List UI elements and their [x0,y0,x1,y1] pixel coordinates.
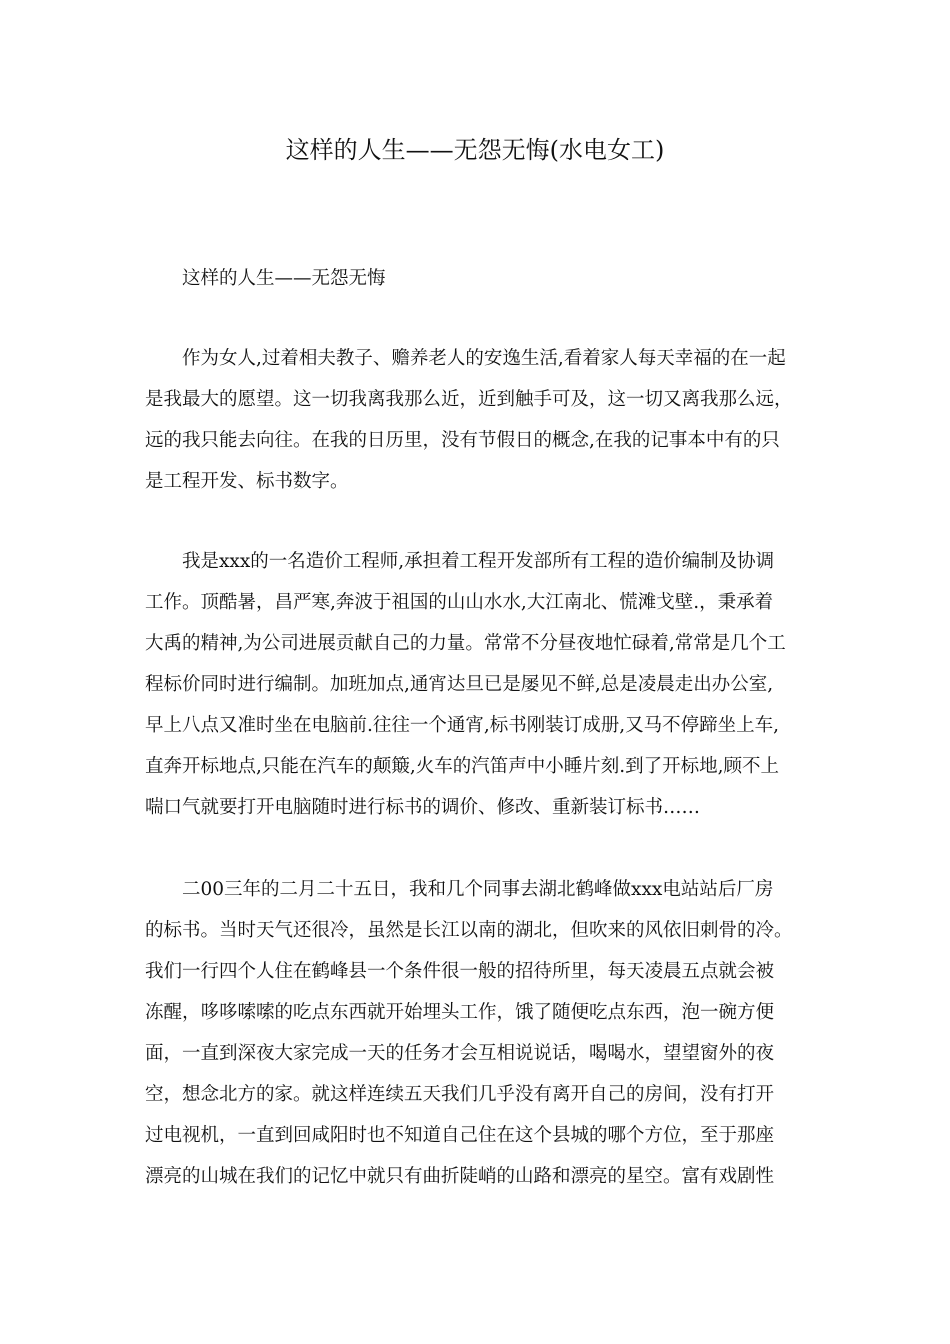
paragraph-line: 工作。顶酷暑，昌严寒,奔波于祖国的山山水水,大江南北、慌滩戈壁.，秉承着 [145,592,774,613]
paragraph-line: 程标价同时进行编制。加班加点,通宵达旦已是屡见不鲜,总是凌晨走出办公室, [145,674,774,695]
paragraph-line: 漂亮的山城在我们的记忆中就只有曲折陡峭的山路和漂亮的星空。富有戏剧性 [145,1166,775,1187]
paragraph-line: 冻醒，哆哆嗦嗦的吃点东西就开始埋头工作，饿了随便吃点东西，泡一碗方便 [145,1002,775,1023]
subtitle-line: 这样的人生——无怨无悔 [182,268,386,289]
paragraph-line: 喘口气就要打开电脑随时进行标书的调价、修改、重新装订标书…… [145,797,701,818]
paragraph-line: 直奔开标地点,只能在汽车的颠簸,火车的汽笛声中小睡片刻.到了开标地,顾不上 [145,756,780,777]
paragraph-line: 大禹的精神,为公司进展贡献自己的力量。常常不分昼夜地忙碌着,常常是几个工 [145,633,786,654]
paragraph-line: 过电视机，一直到回咸阳时也不知道自己住在这个县城的哪个方位，至于那座 [145,1125,775,1146]
paragraph-line: 二00三年的二月二十五日，我和几个同事去湖北鹤峰做xxx电站站后厂房 [182,879,774,900]
paragraph-line: 是工程开发、标书数字。 [145,471,349,492]
paragraph-line: 早上八点又准时坐在电脑前.往往一个通宵,标书刚装订成册,又马不停蹄坐上车, [145,715,780,736]
paragraph-2 [145,541,810,828]
document-subtitle [145,258,810,299]
paragraph-line: 空，想念北方的家。就这样连续五天我们几乎没有离开自己的房间，没有打开 [145,1084,775,1105]
paragraph-line: 我们一行四个人住在鹤峰县一个条件很一般的招待所里，每天凌晨五点就会被 [145,961,775,982]
document-title: 这样的人生——无怨无悔(水电女工) [285,136,665,164]
paragraph-line: 作为女人,过着相夫教子、赡养老人的安逸生活,看着家人每天幸福的在一起 [182,348,786,369]
paragraph-line: 我是xxx的一名造价工程师,承担着工程开发部所有工程的造价编制及协调 [182,551,775,572]
paragraph-1 [145,338,810,502]
paragraph-line: 是我最大的愿望。这一切我离我那么近，近到触手可及，这一切又离我那么远， [145,389,793,410]
paragraph-line: 面，一直到深夜大家完成一天的任务才会互相说说话，喝喝水，望望窗外的夜 [145,1043,775,1064]
paragraph-3 [145,869,810,1197]
paragraph-line: 的标书。当时天气还很冷，虽然是长江以南的湖北，但吹来的风依旧刺骨的冷。 [145,920,793,941]
paragraph-line: 远的我只能去向往。在我的日历里，没有节假日的概念,在我的记事本中有的只 [145,430,780,451]
